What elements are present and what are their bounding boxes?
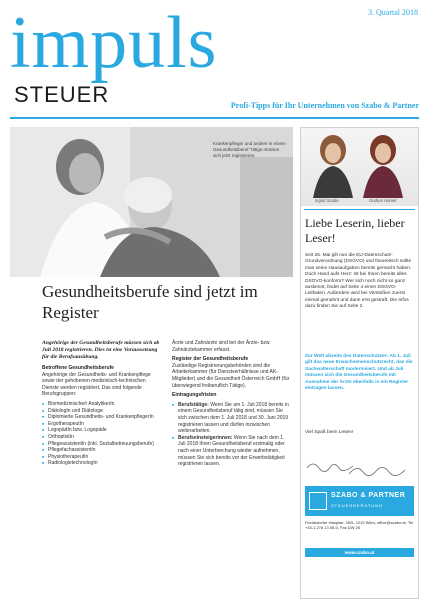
deadline-list [172, 402, 292, 468]
section-heading: Eintragungsfristen [172, 392, 217, 399]
issue-label: 3. Quartal 2018 [368, 8, 418, 17]
author-name: Gudrun Hamel [369, 198, 397, 203]
article-lead: Angehörige der Gesundheitsberufe müssen sich ab Juli 2018 registrieren. Dies ist eine Voraussetzung für die Berufsausübung. [42, 340, 160, 360]
editorial-title: Liebe Leserin, lieber Leser! [305, 216, 405, 245]
list-item [172, 402, 292, 435]
list-item [172, 435, 292, 468]
logo-subtitle: STEUERBERATUNG [331, 503, 384, 508]
paragraph: Zuständige Registrierungsbehörden sind die Arbeiterkammer (für Dienstverhältnisse und AK-Mitglieder) und die Gesundheit Österreich GmbH (für überwiegend freiberuflich Tätige). [172, 362, 290, 389]
logo-icon [309, 492, 327, 510]
editorial-paragraph: Seit 25. Mai gilt nun die EU-Datenschutz-Grundverordnung (DSGVO) und theoretisch sollte man seine Hausaufgaben bereits gemacht haben. Doch Hand aufs Herz: Ist bei Ihnen bereits alles DSGVO-konform? Wer sich noch nicht so ganz auskennt, findet auf Seite 4 einen DSGVO-Leitfaden. Außerdem wird bei Verstößen zuerst einmal gemahnt und dann erst gestraft. Die Infos dazu finden Sie auf Seite 2. [305, 253, 412, 310]
paragraph: Ärzte und Zahnärzte sind bei der Ärzte- bzw. Zahnärztekammer erfasst. [172, 340, 271, 353]
company-address: Floridsdorfer Hauptstr. 29/5, 1210 Wien, office@szabo.at, Tel +43-1 278 13 55-0, Fax DW 25 [305, 520, 413, 531]
list-item: ■ PflegefachassistentIn [42, 447, 164, 454]
signatures [305, 454, 415, 478]
list-item: ■ ErgotherapeutIn [42, 421, 164, 428]
section-heading: Betroffene Gesundheitsberufe [42, 365, 114, 371]
sidebar-rule [304, 209, 415, 210]
photo-caption: Krankenpfleger und andere in einem Gesundheitsberuf Tätige müssen sich jetzt registrieren. [213, 141, 286, 158]
editorial-sidebar [300, 127, 419, 599]
tagline: Profi-Tipps für Ihr Unternehmen von Szabo & Partner [230, 101, 419, 110]
article-headline: Gesundheitsberufe sind jetzt im Register [42, 282, 258, 322]
list-item: ■ Diplomierte Gesundheits- und KrankenpflegerIn [42, 414, 164, 421]
bullet-label: Berufseinsteigerinnen: [178, 434, 233, 441]
bullet-text: Wenn Sie am 1. Juli 2018 bereits in einem Gesundheitsberuf tätig sind, müssen Sie sich zwischen dem 1. Juli 2018 und 30. Juni 2019 registrieren lassen und dürfen inzwischen weiterarbeiten. [178, 401, 289, 435]
editorial-highlight: Zur Welt abseits des Datenschutzes: Ab 1. Juli gilt das neue Erwachsenenschutzrecht, das die Sachwalterschaft modernisiert. Und ab Juli müssen sich die Gesundheitsberufe mit Ausnahme der Ärzte ebenfalls in ein Register eintragen lassen. [305, 354, 413, 392]
brand-title: impuls [10, 2, 218, 84]
masthead [10, 2, 218, 84]
section-heading: Register der Gesundheitsberufe [172, 356, 249, 363]
list-item: ■ LogopädIn bzw. Logopäde [42, 427, 164, 434]
editorial-paragraph [305, 354, 415, 392]
author-name: Ingrid Szabo [315, 198, 339, 203]
company-logo [305, 486, 414, 516]
list-item: ■ DiätologIn und Diätologe [42, 408, 164, 415]
authors-illustration [301, 128, 418, 198]
logo-name: SZABO & PARTNER [331, 492, 406, 499]
editorial-closing: Viel Spaß beim Lesen! [305, 430, 354, 435]
article-column-1 [42, 340, 164, 467]
list-item: ■ OrthoptistIn [42, 434, 164, 441]
list-item: ■ RadiologietechnologIn [42, 460, 164, 467]
list-item: ■ PflegeassistentIn (inkl. Sozialbetreuungsberufe) [42, 441, 164, 448]
profession-list [42, 401, 164, 467]
website-link[interactable]: www.szabo.at [305, 548, 414, 557]
brand-subtitle: STEUER [14, 82, 110, 107]
bullet-label: Berufstätige: [178, 401, 209, 408]
list-item: ■ PhysiotherapeutIn [42, 454, 164, 461]
header-rule [10, 117, 419, 119]
article-column-2 [172, 340, 292, 468]
paragraph: Angehörige der Gesundheits- und Krankenpflege sowie der gehobenen medizinisch-technischen Dienste werden registriert. Das sind folgende Berufsgruppen: [42, 371, 151, 398]
authors-photo [301, 128, 418, 206]
list-item: ■ Biomedizinische/r AnalytikerIn [42, 401, 164, 408]
bullet-text: Wenn Sie nach dem 1. Juli 2018 Ihren Gesundheitsberuf erstmalig oder nach einer Unterbrechung wieder aufnehmen, müssen Sie sich bereits vor der Erwerbstätigkeit registrieren lassen. [178, 434, 285, 468]
